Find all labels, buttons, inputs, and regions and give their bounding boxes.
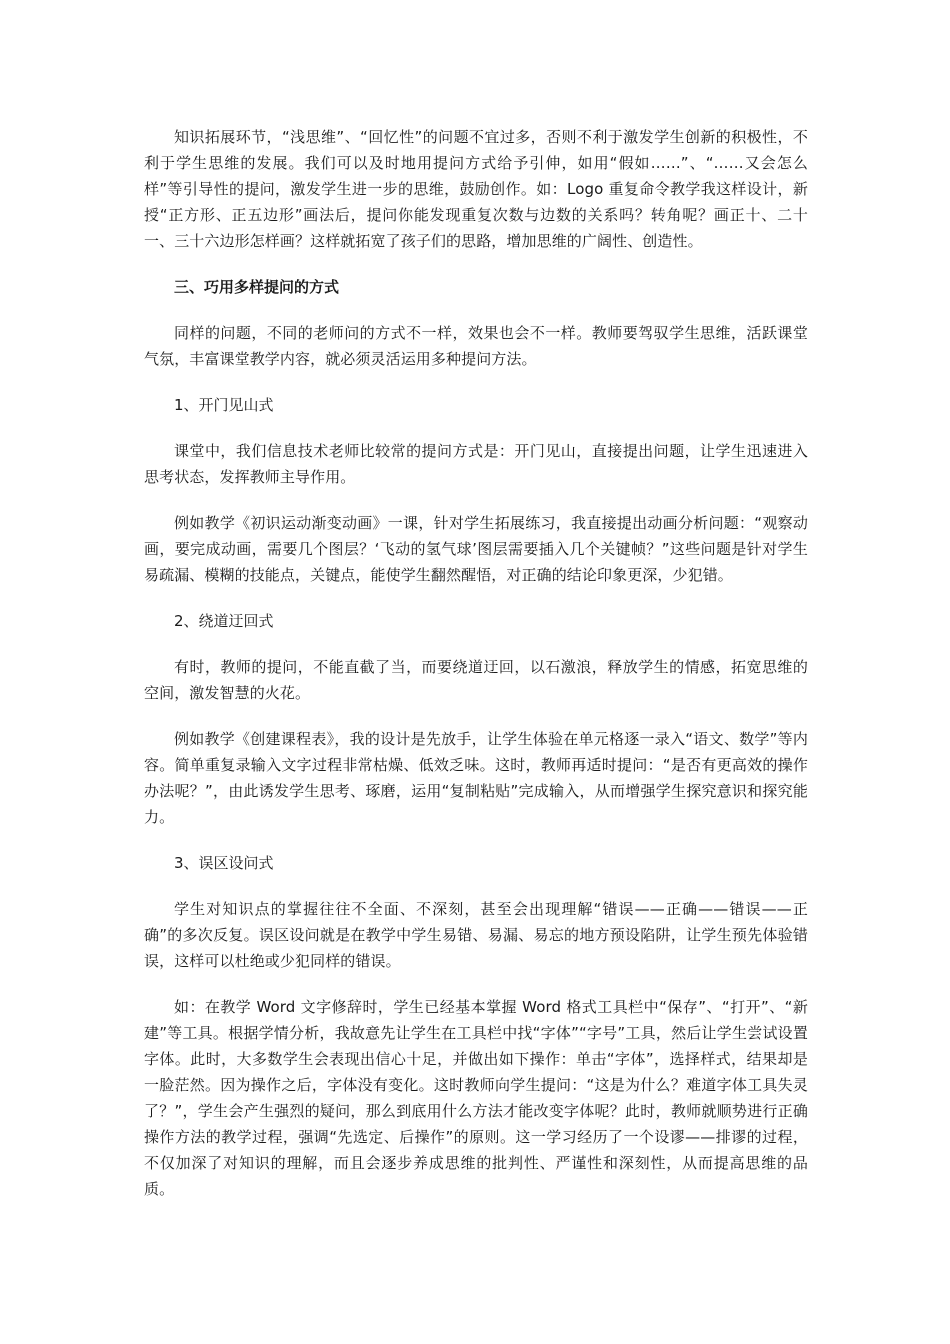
subheading-direct-style: 1、开门见山式 — [174, 396, 274, 414]
paragraph-detour-example: 例如教学《创建课程表》，我的设计是先放手，让学生体验在单元格逐一录入“语文、数学”等内容。简单重复录输入文字过程非常枯燥、低效乏味。这时，教师再适时提问：“是否有更高效的操作办法呢？”，由此诱发学生思考、琢磨，运用“复制粘贴”完成输入，从而增强学生探究意识和探究能力。 — [144, 730, 808, 826]
section-heading-questioning-methods: 三、巧用多样提问的方式 — [174, 278, 340, 296]
paragraph-intro-methods: 同样的问题，不同的老师问的方式不一样，效果也会不一样。教师要驾驭学生思维，活跃课堂气氛，丰富课堂教学内容，就必须灵活运用多种提问方法。 — [144, 324, 808, 368]
paragraph-knowledge-extension: 知识拓展环节，“浅思维”、“回忆性”的问题不宜过多，否则不利于激发学生创新的积极性，不利于学生思维的发展。我们可以及时地用提问方式给予引伸，如用“假如……”、“……又会怎么样”等引导性的提问，激发学生进一步的思维，鼓励创作。如：Logo 重复命令教学我这样设计，新授“正方形、正五边形”画法后，提问你能发现重复次数与边数的关系吗？转角呢？画正十、二十一、三十六边形怎样画？这样就拓宽了孩子们的思路，增加思维的广阔性、创造性。 — [144, 128, 808, 250]
subheading-misconception-style: 3、误区设问式 — [174, 854, 274, 872]
paragraph-direct-style: 课堂中，我们信息技术老师比较常的提问方式是：开门见山，直接提出问题，让学生迅速进入思考状态，发挥教师主导作用。 — [144, 442, 808, 486]
paragraph-misconception-example: 如：在教学 Word 文字修辞时，学生已经基本掌握 Word 格式工具栏中“保存”、“打开”、“新建”等工具。根据学情分析，我故意先让学生在工具栏中找“字体”“字号”工具，然后让学生尝试设置字体。此时，大多数学生会表现出信心十足，并做出如下操作：单击“字体”，选择样式，结果却是一脸茫然。因为操作之后，字体没有变化。这时教师向学生提问：“这是为什么？难道字体工具失灵了？”，学生会产生强烈的疑问，那么到底用什么方法才能改变字体呢？此时，教师就顺势进行正确操作方法的教学过程，强调“先选定、后操作”的原则。这一学习经历了一个设谬——排谬的过程，不仅加深了对知识的理解，而且会逐步养成思维的批判性、严谨性和深刻性，从而提高思维的品质。 — [144, 998, 808, 1198]
document-page — [144, 124, 808, 1222]
paragraph-direct-example: 例如教学《初识运动渐变动画》一课，针对学生拓展练习，我直接提出动画分析问题：“观察动画，要完成动画，需要几个图层？‘飞动的氢气球’图层需要插入几个关键帧？”这些问题是针对学生易疏漏、模糊的技能点，关键点，能使学生翻然醒悟，对正确的结论印象更深，少犯错。 — [144, 514, 808, 584]
subheading-detour-style: 2、绕道迂回式 — [174, 612, 274, 630]
paragraph-misconception-style: 学生对知识点的掌握往往不全面、不深刻，甚至会出现理解“错误——正确——错误——正确”的多次反复。误区设问就是在教学中学生易错、易漏、易忘的地方预设陷阱，让学生预先体验错误，这样可以杜绝或少犯同样的错误。 — [144, 900, 808, 970]
paragraph-detour-style: 有时，教师的提问，不能直截了当，而要绕道迂回，以石激浪，释放学生的情感，拓宽思维的空间，激发智慧的火花。 — [144, 658, 808, 702]
